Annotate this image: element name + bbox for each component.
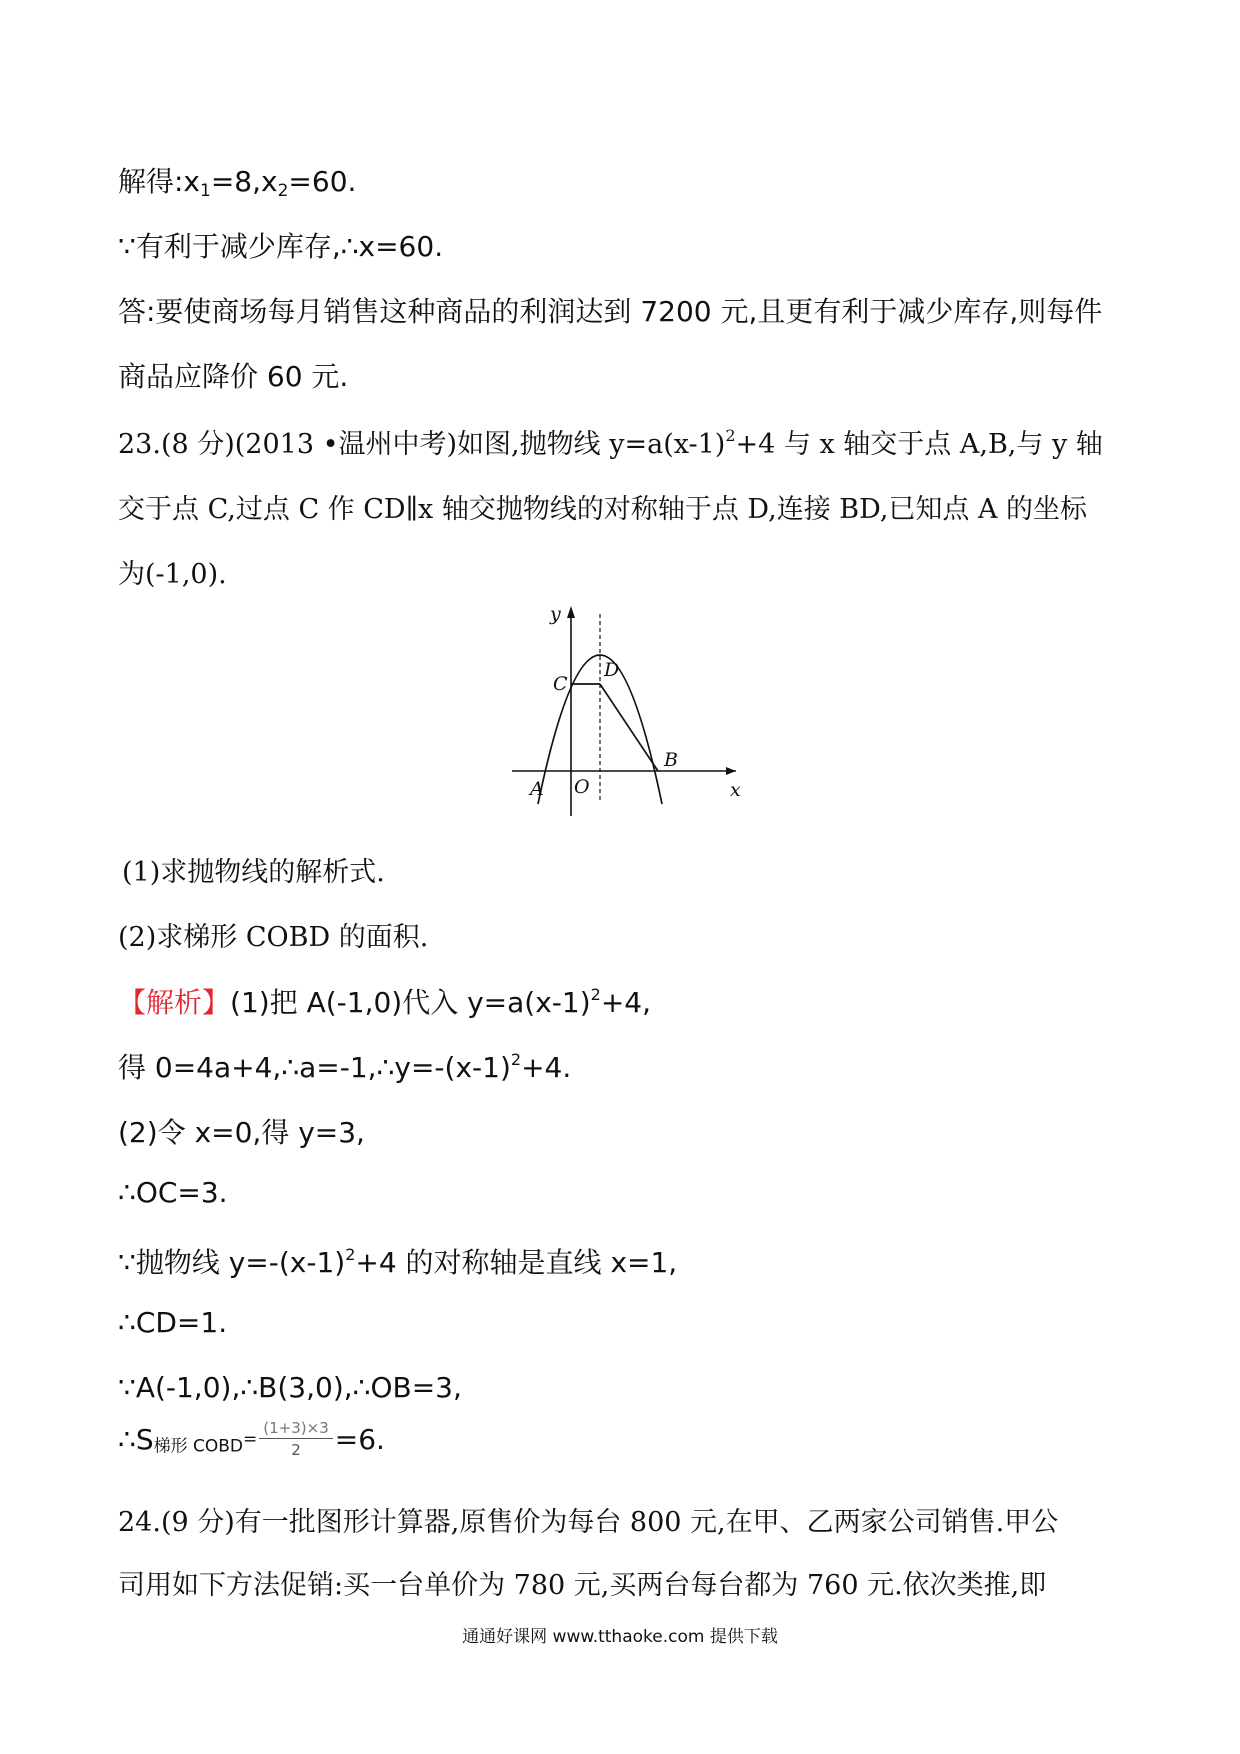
superscript: 2 <box>725 426 736 445</box>
superscript: 2 <box>590 985 601 1004</box>
label-c: C <box>553 673 568 695</box>
sub-question-2: (2)求梯形 COBD 的面积. <box>118 922 429 953</box>
question-23-line-3: 为(-1,0). <box>118 559 227 590</box>
analysis-tag: 【解析】 <box>118 986 231 1019</box>
y-axis-arrow-icon <box>567 606 575 618</box>
answer-step-2 <box>118 1046 571 1086</box>
text: +4 的对称轴是直线 x=1, <box>355 1246 678 1279</box>
superscript: 2 <box>510 1050 522 1069</box>
question-24-line-1: 24.(9 分)有一批图形计算器,原售价为每台 800 元,在甲、乙两家公司销售.甲公 <box>118 1507 1059 1538</box>
answer-line-continued: 商品应降价 60 元. <box>118 360 349 393</box>
text: =6. <box>334 1423 385 1456</box>
text: 得 0=4a+4,∴a=-1,∴y=-(x-1) <box>118 1051 511 1084</box>
label-x: x <box>730 779 741 801</box>
text: ∵抛物线 y=-(x-1) <box>118 1246 346 1279</box>
subscript: 梯形 COBD <box>153 1436 244 1457</box>
x-axis-arrow-icon <box>726 767 736 775</box>
superscript: 2 <box>345 1245 356 1264</box>
label-d: D <box>604 659 620 681</box>
label-o: O <box>574 776 590 798</box>
text: (1)把 A(-1,0)代入 y=a(x-1) <box>230 986 591 1019</box>
answer-step-6: ∴CD=1. <box>118 1306 228 1339</box>
answer-step-7: ∵A(-1,0),∴B(3,0),∴OB=3, <box>118 1371 462 1404</box>
segment-db <box>600 684 658 771</box>
answer-step-3: (2)令 x=0,得 y=3, <box>118 1116 365 1149</box>
solution-line <box>118 160 356 201</box>
reasoning-line: ∵有利于减少库存,∴x=60. <box>118 230 444 263</box>
answer-line: 答:要使商场每月销售这种商品的利润达到 7200 元,且更有利于减少库存,则每件 <box>118 295 1103 328</box>
subscript: 1 <box>200 181 211 201</box>
fraction <box>259 1418 332 1461</box>
label-a: A <box>530 778 544 800</box>
sub-question-1: (1)求抛物线的解析式. <box>122 857 385 888</box>
parabola-figure <box>500 600 760 830</box>
answer-step-8 <box>118 1418 385 1461</box>
text: 23.(8 分)(2013 •温州中考)如图,抛物线 y=a(x-1) <box>118 429 726 460</box>
answer-step-4: ∴OC=3. <box>118 1176 228 1209</box>
text: +4, <box>600 986 652 1019</box>
label-y: y <box>550 603 561 625</box>
footer-source: 通通好课网 www.tthaoke.com 提供下载 <box>462 1627 778 1647</box>
text: =60. <box>288 165 357 198</box>
answer-step-5 <box>118 1241 677 1281</box>
question-24-line-2: 司用如下方法促销:买一台单价为 780 元,买两台每台都为 760 元.依次类推,即 <box>118 1570 1047 1601</box>
question-23-line-1 <box>118 422 1103 461</box>
text: ∴S <box>118 1423 154 1456</box>
question-23-line-2: 交于点 C,过点 C 作 CD∥x 轴交抛物线的对称轴于点 D,连接 BD,已知点 A 的坐标 <box>118 494 1088 525</box>
subscript: 2 <box>277 181 289 201</box>
text: = <box>243 1429 258 1450</box>
fraction-numerator: (1+3)×3 <box>259 1418 332 1439</box>
fraction-denominator: 2 <box>291 1441 301 1459</box>
text: +4 与 x 轴交于点 A,B,与 y 轴 <box>735 429 1103 460</box>
text: =8,x <box>210 165 278 198</box>
label-b: B <box>664 749 678 771</box>
text: 解得:x <box>118 165 201 198</box>
text: +4. <box>521 1051 572 1084</box>
answer-step-1 <box>118 981 651 1021</box>
